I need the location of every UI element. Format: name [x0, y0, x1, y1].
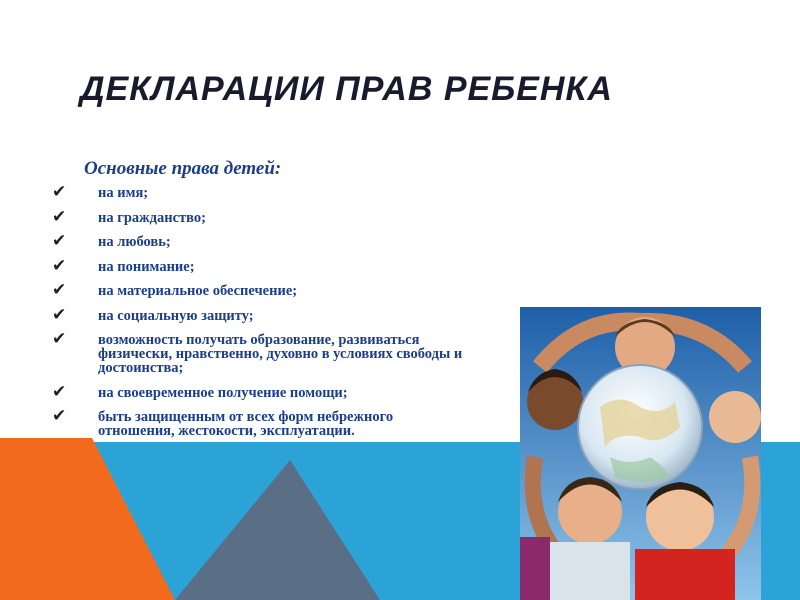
list-item-text: на материальное обеспечение;	[98, 283, 298, 299]
list-item-text: на своевременное получение помощи;	[98, 384, 348, 401]
list-item	[52, 329, 472, 376]
checkmark-icon: ✔	[52, 406, 67, 426]
children-globe-photo	[520, 307, 761, 600]
list-item	[52, 280, 472, 300]
list-item	[52, 381, 472, 402]
list-item	[52, 255, 472, 276]
page-title: ДЕКЛАРАЦИИ ПРАВ РЕБЕНКА	[80, 70, 613, 108]
checkmark-icon: ✔	[52, 255, 67, 276]
list-item	[52, 231, 472, 251]
list-item-text: быть защищенным от всех форм небрежного отношения, жестокости, эксплуатации.	[98, 409, 394, 439]
list-item-text: на имя;	[98, 185, 149, 201]
rights-list	[52, 182, 472, 449]
checkmark-icon: ✔	[52, 280, 67, 300]
checkmark-icon: ✔	[52, 304, 67, 325]
checkmark-icon: ✔	[52, 381, 67, 402]
list-item-text: возможность получать образование, развиваться физически, нравственно, духовно в условиях свободы и достоинства;	[98, 332, 463, 376]
checkmark-icon: ✔	[52, 206, 67, 227]
checkmark-icon: ✔	[52, 231, 67, 251]
rights-subtitle: Основные права детей:	[84, 158, 282, 179]
list-item	[52, 182, 472, 202]
checkmark-icon: ✔	[52, 329, 67, 349]
list-item	[52, 206, 472, 227]
children-globe-illustration	[520, 307, 761, 600]
list-item	[52, 406, 472, 439]
list-item-text: на гражданство;	[98, 209, 206, 226]
list-item-text: на любовь;	[98, 234, 171, 250]
checkmark-icon: ✔	[52, 182, 67, 202]
list-item	[52, 304, 472, 325]
list-item-text: на социальную защиту;	[98, 307, 254, 324]
list-item-text: на понимание;	[98, 258, 195, 275]
